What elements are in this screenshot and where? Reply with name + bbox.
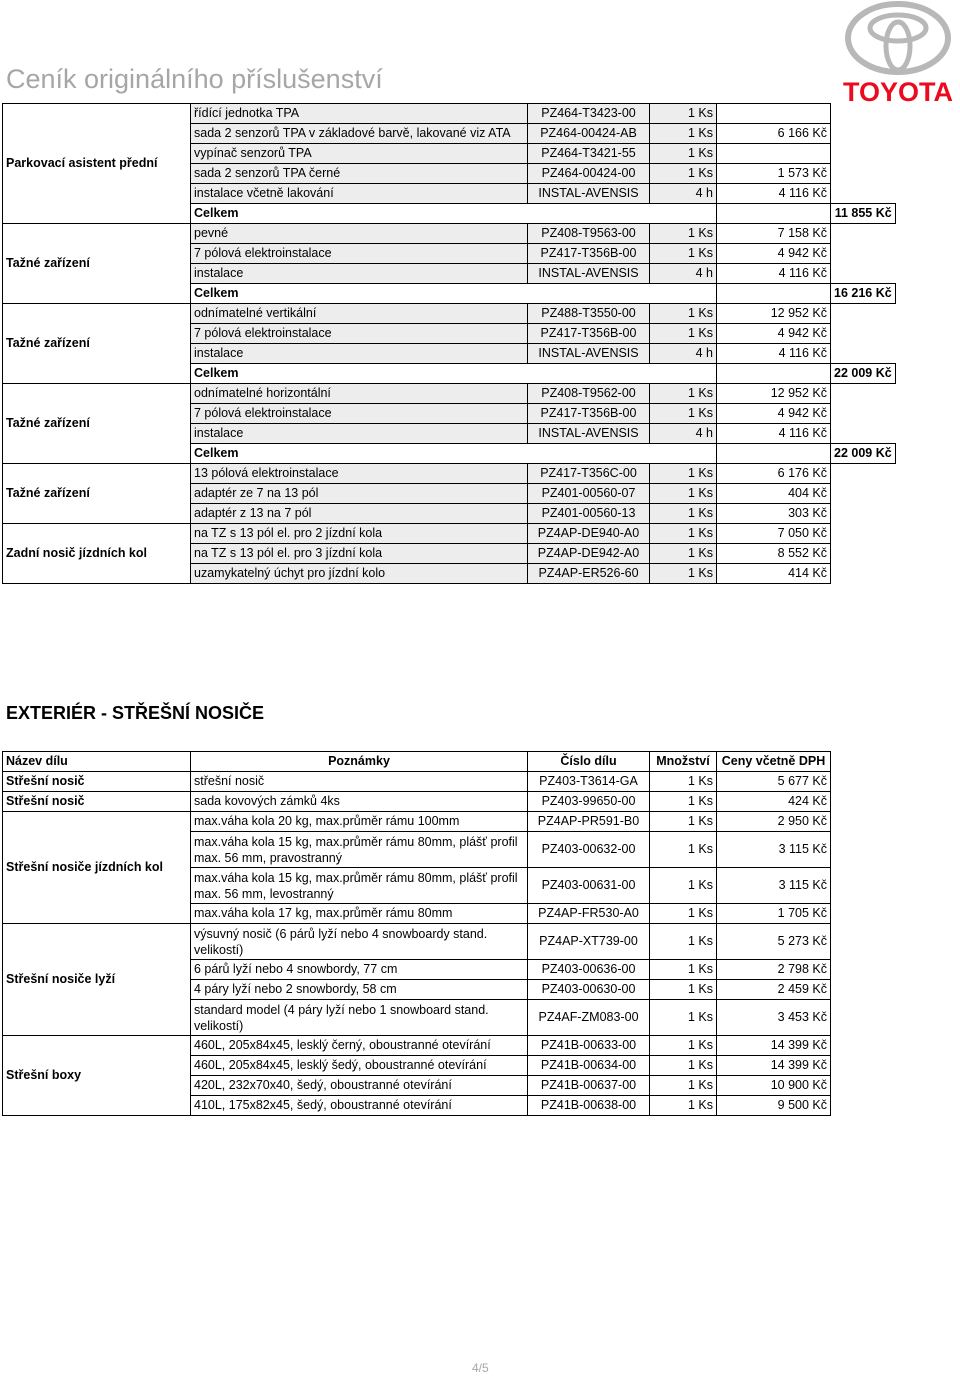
part-note: 6 párů lyží nebo 4 snowbordy, 77 cm xyxy=(191,960,528,980)
quantity: 1 Ks xyxy=(650,464,717,484)
price: 424 Kč xyxy=(717,792,831,812)
price: 2 950 Kč xyxy=(717,812,831,832)
part-description: instalace včetně lakování xyxy=(191,184,528,204)
page-number: 4/5 xyxy=(472,1361,489,1375)
quantity: 1 Ks xyxy=(650,832,717,868)
roof-carriers-table xyxy=(2,751,831,1116)
part-number: PZ417-T356C-00 xyxy=(528,464,650,484)
quantity: 4 h xyxy=(650,344,717,364)
header-part-number: Číslo dílu xyxy=(528,752,650,772)
quantity: 1 Ks xyxy=(650,960,717,980)
price: 303 Kč xyxy=(717,504,831,524)
total-empty xyxy=(717,444,831,464)
quantity: 1 Ks xyxy=(650,792,717,812)
part-number: PZ403-00632-00 xyxy=(528,832,650,868)
price: 4 116 Kč xyxy=(717,264,831,284)
part-number: PZ408-T9563-00 xyxy=(528,224,650,244)
quantity: 1 Ks xyxy=(650,772,717,792)
table-row xyxy=(3,1036,831,1056)
quantity: 1 Ks xyxy=(650,564,717,584)
category-name: Střešní nosič xyxy=(3,772,191,792)
total-label: Celkem xyxy=(191,284,717,304)
total-label: Celkem xyxy=(191,444,717,464)
category-name: Tažné zařízení xyxy=(3,224,191,304)
category-name: Zadní nosič jízdních kol xyxy=(3,524,191,584)
part-number: PZ4AP-FR530-A0 xyxy=(528,904,650,924)
table-row xyxy=(3,224,896,244)
section-heading-exterior: EXTERIÉR - STŘEŠNÍ NOSIČE xyxy=(6,703,265,723)
part-number: PZ4AP-PR591-B0 xyxy=(528,812,650,832)
part-number: PZ417-T356B-00 xyxy=(528,324,650,344)
price: 1 705 Kč xyxy=(717,904,831,924)
category-name: Tažné zařízení xyxy=(3,304,191,384)
table-row xyxy=(3,304,896,324)
quantity: 1 Ks xyxy=(650,244,717,264)
part-note: max.váha kola 17 kg, max.průměr rámu 80mm xyxy=(191,904,528,924)
part-note: 460L, 205x84x45, lesklý černý, oboustranné otevírání xyxy=(191,1036,528,1056)
price: 6 176 Kč xyxy=(717,464,831,484)
price: 8 552 Kč xyxy=(717,544,831,564)
table-row xyxy=(3,772,831,792)
part-number: PZ4AP-DE942-A0 xyxy=(528,544,650,564)
price: 414 Kč xyxy=(717,564,831,584)
part-description: sada 2 senzorů TPA v základové barvě, lakované viz ATA xyxy=(191,124,528,144)
price: 7 050 Kč xyxy=(717,524,831,544)
header-quantity: Množství xyxy=(650,752,717,772)
total-price: 16 216 Kč xyxy=(831,284,896,304)
price: 1 573 Kč xyxy=(717,164,831,184)
quantity: 1 Ks xyxy=(650,1036,717,1056)
toyota-logo xyxy=(836,0,960,108)
part-number: PZ4AP-XT739-00 xyxy=(528,924,650,960)
category-name: Tažné zařízení xyxy=(3,384,191,464)
part-number: PZ4AP-ER526-60 xyxy=(528,564,650,584)
quantity: 1 Ks xyxy=(650,484,717,504)
category-name: Parkovací asistent přední xyxy=(3,104,191,224)
total-empty xyxy=(717,364,831,384)
price: 12 952 Kč xyxy=(717,304,831,324)
quantity: 4 h xyxy=(650,424,717,444)
part-number: PZ403-99650-00 xyxy=(528,792,650,812)
quantity: 1 Ks xyxy=(650,1000,717,1036)
part-number: PZ417-T356B-00 xyxy=(528,404,650,424)
part-number: PZ464-00424-AB xyxy=(528,124,650,144)
page-title: Ceník originálního příslušenství xyxy=(6,64,383,94)
price: 4 942 Kč xyxy=(717,404,831,424)
category-name: Střešní boxy xyxy=(3,1036,191,1116)
header-price: Ceny včetně DPH xyxy=(717,752,831,772)
quantity: 1 Ks xyxy=(650,812,717,832)
part-number: INSTAL-AVENSIS xyxy=(528,424,650,444)
part-description: adaptér z 13 na 7 pól xyxy=(191,504,528,524)
category-name: Tažné zařízení xyxy=(3,464,191,524)
price: 7 158 Kč xyxy=(717,224,831,244)
total-label: Celkem xyxy=(191,364,717,384)
part-description: odnímatelné vertikální xyxy=(191,304,528,324)
price xyxy=(717,104,831,124)
part-description: sada 2 senzorů TPA černé xyxy=(191,164,528,184)
part-note: sada kovových zámků 4ks xyxy=(191,792,528,812)
quantity: 1 Ks xyxy=(650,1096,717,1116)
price: 4 942 Kč xyxy=(717,324,831,344)
category-name: Střešní nosiče jízdních kol xyxy=(3,812,191,924)
quantity: 4 h xyxy=(650,264,717,284)
part-number: PZ41B-00637-00 xyxy=(528,1076,650,1096)
quantity: 1 Ks xyxy=(650,1056,717,1076)
part-number: PZ408-T9562-00 xyxy=(528,384,650,404)
accessories-price-table xyxy=(2,103,896,584)
part-note: max.váha kola 15 kg, max.průměr rámu 80mm, plášť profil max. 56 mm, levostranný xyxy=(191,868,528,904)
price: 12 952 Kč xyxy=(717,384,831,404)
price: 5 273 Kč xyxy=(717,924,831,960)
part-description: řídící jednotka TPA xyxy=(191,104,528,124)
category-name: Střešní nosič xyxy=(3,792,191,812)
part-description: pevné xyxy=(191,224,528,244)
quantity: 1 Ks xyxy=(650,384,717,404)
price: 4 116 Kč xyxy=(717,344,831,364)
quantity: 1 Ks xyxy=(650,524,717,544)
quantity: 1 Ks xyxy=(650,144,717,164)
quantity: 1 Ks xyxy=(650,544,717,564)
part-note: 420L, 232x70x40, šedý, oboustranné otevírání xyxy=(191,1076,528,1096)
part-number: PZ403-00631-00 xyxy=(528,868,650,904)
part-number: PZ403-00636-00 xyxy=(528,960,650,980)
quantity: 4 h xyxy=(650,184,717,204)
table-row xyxy=(3,812,831,832)
price: 4 942 Kč xyxy=(717,244,831,264)
part-number: INSTAL-AVENSIS xyxy=(528,264,650,284)
total-price: 11 855 Kč xyxy=(831,204,896,224)
part-description: instalace xyxy=(191,264,528,284)
part-description: instalace xyxy=(191,344,528,364)
part-note: max.váha kola 15 kg, max.průměr rámu 80mm, plášť profil max. 56 mm, pravostranný xyxy=(191,832,528,868)
price: 4 116 Kč xyxy=(717,184,831,204)
price: 404 Kč xyxy=(717,484,831,504)
table-row xyxy=(3,104,896,124)
quantity: 1 Ks xyxy=(650,164,717,184)
quantity: 1 Ks xyxy=(650,324,717,344)
quantity: 1 Ks xyxy=(650,1076,717,1096)
quantity: 1 Ks xyxy=(650,124,717,144)
price: 5 677 Kč xyxy=(717,772,831,792)
total-price: 22 009 Kč xyxy=(831,364,896,384)
price: 3 115 Kč xyxy=(717,832,831,868)
price xyxy=(717,144,831,164)
part-description: 13 pólová elektroinstalace xyxy=(191,464,528,484)
part-note: 410L, 175x82x45, šedý, oboustranné otevírání xyxy=(191,1096,528,1116)
part-number: PZ401-00560-13 xyxy=(528,504,650,524)
header-part-name: Název dílu xyxy=(3,752,191,772)
table-header-row xyxy=(3,752,831,772)
quantity: 1 Ks xyxy=(650,404,717,424)
price: 3 453 Kč xyxy=(717,1000,831,1036)
part-description: na TZ s 13 pól el. pro 2 jízdní kola xyxy=(191,524,528,544)
total-price: 22 009 Kč xyxy=(831,444,896,464)
part-note: standard model (4 páry lyží nebo 1 snowboard stand. velikostí) xyxy=(191,1000,528,1036)
brand-wordmark: TOYOTA xyxy=(842,77,954,107)
price: 9 500 Kč xyxy=(717,1096,831,1116)
total-label: Celkem xyxy=(191,204,717,224)
part-description: 7 pólová elektroinstalace xyxy=(191,404,528,424)
price: 4 116 Kč xyxy=(717,424,831,444)
total-empty xyxy=(717,284,831,304)
part-note: střešní nosič xyxy=(191,772,528,792)
table-row xyxy=(3,524,896,544)
part-note: max.váha kola 20 kg, max.průměr rámu 100mm xyxy=(191,812,528,832)
price: 2 798 Kč xyxy=(717,960,831,980)
part-number: PZ464-T3421-55 xyxy=(528,144,650,164)
header-notes: Poznámky xyxy=(191,752,528,772)
category-name: Střešní nosiče lyží xyxy=(3,924,191,1036)
part-number: PZ41B-00638-00 xyxy=(528,1096,650,1116)
part-description: adaptér ze 7 na 13 pól xyxy=(191,484,528,504)
price: 2 459 Kč xyxy=(717,980,831,1000)
quantity: 1 Ks xyxy=(650,304,717,324)
total-empty xyxy=(717,204,831,224)
quantity: 1 Ks xyxy=(650,924,717,960)
table-row xyxy=(3,464,896,484)
table-row xyxy=(3,792,831,812)
part-note: 4 páry lyží nebo 2 snowbordy, 58 cm xyxy=(191,980,528,1000)
part-description: instalace xyxy=(191,424,528,444)
part-number: INSTAL-AVENSIS xyxy=(528,344,650,364)
price: 3 115 Kč xyxy=(717,868,831,904)
quantity: 1 Ks xyxy=(650,980,717,1000)
table-row xyxy=(3,384,896,404)
part-number: PZ464-T3423-00 xyxy=(528,104,650,124)
part-number: PZ403-T3614-GA xyxy=(528,772,650,792)
quantity: 1 Ks xyxy=(650,104,717,124)
quantity: 1 Ks xyxy=(650,504,717,524)
part-number: PZ41B-00634-00 xyxy=(528,1056,650,1076)
price: 6 166 Kč xyxy=(717,124,831,144)
table-row xyxy=(3,924,831,960)
quantity: 1 Ks xyxy=(650,224,717,244)
part-number: PZ403-00630-00 xyxy=(528,980,650,1000)
part-note: 460L, 205x84x45, lesklý šedý, oboustranné otevírání xyxy=(191,1056,528,1076)
toyota-emblem-icon xyxy=(836,0,960,108)
part-number: PZ4AP-DE940-A0 xyxy=(528,524,650,544)
part-number: PZ417-T356B-00 xyxy=(528,244,650,264)
quantity: 1 Ks xyxy=(650,868,717,904)
price: 10 900 Kč xyxy=(717,1076,831,1096)
part-number: PZ488-T3550-00 xyxy=(528,304,650,324)
part-number: INSTAL-AVENSIS xyxy=(528,184,650,204)
part-number: PZ401-00560-07 xyxy=(528,484,650,504)
part-description: vypínač senzorů TPA xyxy=(191,144,528,164)
part-number: PZ4AF-ZM083-00 xyxy=(528,1000,650,1036)
part-number: PZ464-00424-00 xyxy=(528,164,650,184)
part-number: PZ41B-00633-00 xyxy=(528,1036,650,1056)
part-description: odnímatelné horizontální xyxy=(191,384,528,404)
part-note: výsuvný nosič (6 párů lyží nebo 4 snowboardy stand. velikostí) xyxy=(191,924,528,960)
price: 14 399 Kč xyxy=(717,1036,831,1056)
part-description: uzamykatelný úchyt pro jízdní kolo xyxy=(191,564,528,584)
part-description: 7 pólová elektroinstalace xyxy=(191,244,528,264)
price: 14 399 Kč xyxy=(717,1056,831,1076)
part-description: na TZ s 13 pól el. pro 3 jízdní kola xyxy=(191,544,528,564)
quantity: 1 Ks xyxy=(650,904,717,924)
part-description: 7 pólová elektroinstalace xyxy=(191,324,528,344)
